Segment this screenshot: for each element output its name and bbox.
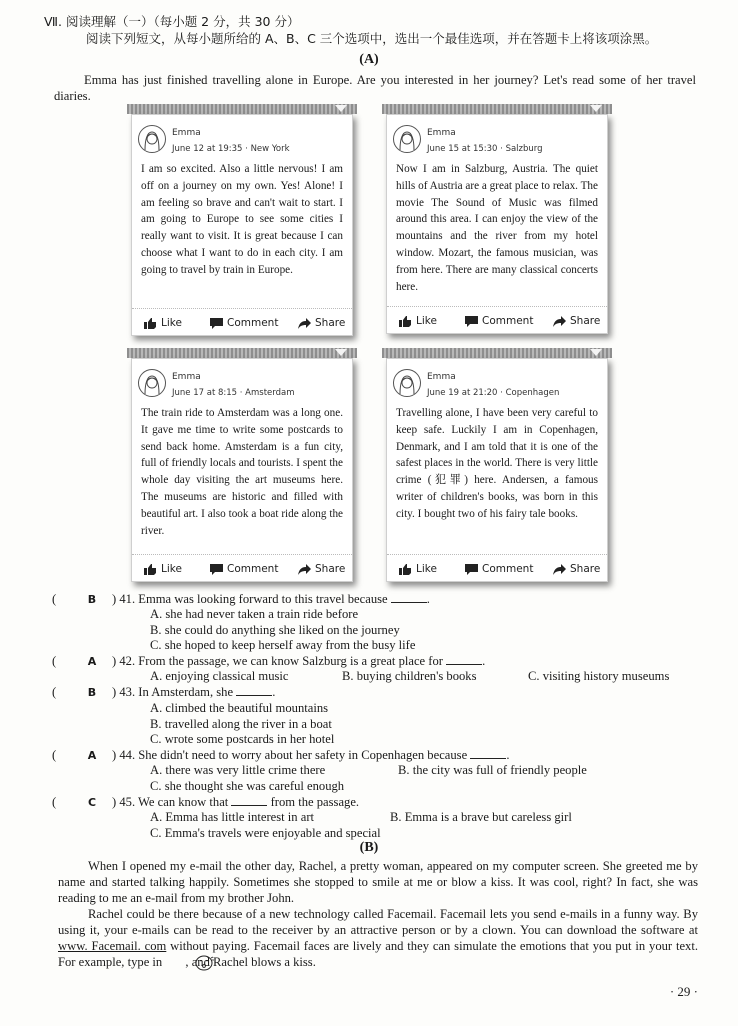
avatar[interactable]: [138, 369, 166, 397]
user-name: Emma: [427, 372, 456, 382]
like-button[interactable]: [144, 561, 182, 577]
comment-icon: [465, 564, 478, 575]
paragraph-text: , and Rachel blows a kiss.: [185, 955, 316, 969]
comment-label: Comment: [482, 563, 534, 575]
card-topbar: [127, 104, 357, 114]
comment-button[interactable]: [210, 315, 278, 331]
dropdown-triangle-icon[interactable]: [335, 105, 347, 112]
option[interactable]: C. she thought she was careful enough: [150, 779, 345, 793]
card-topbar: [382, 348, 612, 358]
post-text: The train ride to Amsterdam was a long one. It gave me time to write some postcards to send back home. Amsterdam is a fun city, full of friendly locals and tourists. I spent the whole day visiting the art museums here. The museums are historic and filled with beautiful art. I also took a boat ride along the river.: [141, 407, 343, 537]
question-stem: 43. In Amsterdam, she: [119, 685, 234, 699]
passage-b-paragraph-1: When I opened my e-mail the other day, Rachel, a pretty woman, appeared on my computer screen. She greeted me by name and started talking happily. Sometimes she stopped to smile at me or blow a kiss. It was cool, right? In fact, she was reading to me an e-mail from my brother John.: [58, 859, 698, 905]
diary-card-2: [382, 104, 612, 334]
comment-button[interactable]: [465, 313, 533, 329]
paren-open: (: [52, 654, 57, 668]
share-label: Share: [315, 317, 346, 329]
post-meta: June 19 at 21:20 · Copenhagen: [427, 388, 560, 398]
option[interactable]: A. climbed the beautiful mountains: [150, 701, 329, 715]
paren-close: ): [112, 685, 117, 699]
answer-blank: [236, 685, 272, 696]
passage-b-label: (B): [359, 840, 379, 855]
comment-label: Comment: [227, 317, 279, 329]
user-name: Emma: [427, 128, 456, 138]
user-name: Emma: [172, 372, 201, 382]
like-label: Like: [416, 563, 437, 575]
post-meta: June 12 at 19:35 · New York: [172, 144, 290, 154]
post-text: Now I am in Salzburg, Austria. The quiet hills of Austria are a great place to relax. The movie The Sound of Music was filmed around this area. I can enjoy the view of the mountains and the river from my hotel window. Mozart, the famous musician, was from here. There are many classical concerts here.: [396, 163, 598, 293]
question-43: ( B ) 43. In Amsterdam, she .: [52, 685, 276, 699]
question-41: ( B ) 41. Emma was looking forward to this travel because .: [52, 592, 430, 606]
share-button[interactable]: [553, 313, 600, 329]
passage-a-intro: Emma has just finished travelling alone in Europe. Are you interested in her journey? Let's read some of her travel diaries.: [54, 73, 696, 103]
option[interactable]: B. buying children's books: [342, 669, 477, 683]
paren-open: (: [52, 592, 57, 606]
share-arrow-icon: [553, 316, 566, 327]
card-topbar: [127, 348, 357, 358]
answer-mark[interactable]: B: [87, 686, 97, 699]
comment-label: Comment: [227, 563, 279, 575]
dropdown-triangle-icon[interactable]: [590, 349, 602, 356]
option[interactable]: A. enjoying classical music: [150, 669, 289, 683]
paren-close: ): [112, 592, 117, 606]
answer-blank: [391, 592, 427, 603]
option[interactable]: B. travelled along the river in a boat: [150, 717, 332, 731]
share-arrow-icon: [298, 564, 311, 575]
share-label: Share: [570, 563, 601, 575]
passage-b-paragraph-2: [58, 906, 698, 971]
paren-open: (: [52, 685, 57, 699]
paren-close: ): [112, 748, 117, 762]
thumbs-up-icon: [399, 564, 412, 575]
comment-label: Comment: [482, 315, 534, 327]
paren-open: (: [52, 748, 57, 762]
answer-blank: [446, 654, 482, 665]
avatar[interactable]: [393, 369, 421, 397]
paren-open: (: [52, 795, 57, 809]
like-label: Like: [161, 317, 182, 329]
like-button[interactable]: [144, 315, 182, 331]
comment-icon: [210, 564, 223, 575]
avatar[interactable]: [393, 125, 421, 153]
post-text: Travelling alone, I have been very careful to keep safe. Luckily I am in Copenhagen, Denmark, and I am told that it is one of the safest places in the world. There is very little crime (犯罪) here. Andersen, a famous writer of children's books, was born in this city. I bought two of his fairy tale books.: [396, 407, 598, 520]
paragraph-text: Rachel could be there because of a new technology called Facemail. Facemail lets you send e-mails in a funny way. By using it, your e-mails can be read to the receiver by an attractive person or by a clown. You can download the software at: [58, 907, 698, 937]
question-42: ( A ) 42. From the passage, we can know Salzburg is a great place for .: [52, 654, 486, 668]
share-label: Share: [570, 315, 601, 327]
like-label: Like: [416, 315, 437, 327]
option[interactable]: C. wrote some postcards in her hotel: [150, 732, 335, 746]
option[interactable]: A. there was very little crime there: [150, 763, 326, 777]
comment-button[interactable]: [210, 561, 278, 577]
like-button[interactable]: [399, 561, 437, 577]
thumbs-up-icon: [144, 564, 157, 575]
like-label: Like: [161, 563, 182, 575]
diary-card-3: [127, 348, 357, 582]
post-meta: June 17 at 8:15 · Amsterdam: [172, 388, 295, 398]
card-topbar: [382, 104, 612, 114]
answer-mark[interactable]: A: [87, 749, 97, 762]
option[interactable]: B. she could do anything she liked on the journey: [150, 623, 400, 637]
option[interactable]: B. the city was full of friendly people: [398, 763, 587, 777]
option[interactable]: B. Emma is a brave but careless girl: [390, 810, 572, 824]
share-arrow-icon: [553, 564, 566, 575]
answer-blank: [470, 748, 506, 759]
answer-blank: [231, 795, 267, 806]
diary-card-4: [382, 348, 612, 582]
question-stem: 45. We can know that: [119, 795, 229, 809]
paren-close: ): [112, 654, 117, 668]
question-stem: 44. She didn't need to worry about her safety in Copenhagen because: [119, 748, 468, 762]
option[interactable]: C. Emma's travels were enjoyable and special: [150, 826, 381, 840]
section-title: Ⅶ. 阅读理解（一）（每小题 2 分，共 30 分）: [44, 14, 300, 29]
page-number: · 29 ·: [669, 984, 698, 999]
option[interactable]: C. she hoped to keep herself away from the busy life: [150, 638, 416, 652]
post-text: I am so excited. Also a little nervous! I am off on a journey on my own. Yes! Alone! I am feeling so brave and can't wait to start. I am going to Europe to see some cities I really want to visit. It is great because I can choose what I want to do in each city. I am going to travel by train in Europe.: [141, 163, 343, 276]
facemail-link[interactable]: www. Facemail. com: [58, 939, 167, 953]
option[interactable]: A. she had never taken a train ride before: [150, 607, 359, 621]
dropdown-triangle-icon[interactable]: [590, 105, 602, 112]
answer-mark[interactable]: B: [87, 593, 97, 606]
option[interactable]: C. visiting history museums: [528, 669, 670, 683]
comment-button[interactable]: [465, 561, 533, 577]
comment-icon: [210, 318, 223, 329]
question-stem: 41. Emma was looking forward to this travel because: [119, 592, 388, 606]
share-label: Share: [315, 563, 346, 575]
answer-mark[interactable]: A: [87, 655, 97, 668]
question-stem-after: from the passage.: [270, 795, 360, 809]
section-instruction: 阅读下列短文，从每小题所给的 A、B、C 三个选项中，选出一个最佳选项，并在答题卡上将该项涂黑。: [86, 31, 658, 46]
paren-close: ): [112, 795, 117, 809]
thumbs-up-icon: [144, 318, 157, 329]
passage-a-label: (A): [359, 52, 379, 67]
thumbs-up-icon: [399, 316, 412, 327]
share-button[interactable]: [298, 315, 345, 331]
avatar[interactable]: [138, 125, 166, 153]
paragraph-text: without paying. Facemail faces are lively and they can simulate the emotions that you put in your text. For example, type in: [58, 939, 698, 969]
share-button[interactable]: [553, 561, 600, 577]
comment-icon: [465, 316, 478, 327]
answer-mark[interactable]: C: [87, 796, 97, 809]
question-stem: 42. From the passage, we can know Salzburg is a great place for: [119, 654, 443, 668]
share-button[interactable]: [298, 561, 345, 577]
post-meta: June 15 at 15:30 · Salzburg: [427, 144, 543, 154]
like-button[interactable]: [399, 313, 437, 329]
diary-card-1: [127, 104, 357, 336]
user-name: Emma: [172, 128, 201, 138]
share-arrow-icon: [298, 318, 311, 329]
question-44: ( A ) 44. She didn't need to worry about her safety in Copenhagen because .: [52, 748, 510, 762]
kiss-emoticon-icon: [165, 955, 185, 971]
dropdown-triangle-icon[interactable]: [335, 349, 347, 356]
option[interactable]: A. Emma has little interest in art: [150, 810, 315, 824]
